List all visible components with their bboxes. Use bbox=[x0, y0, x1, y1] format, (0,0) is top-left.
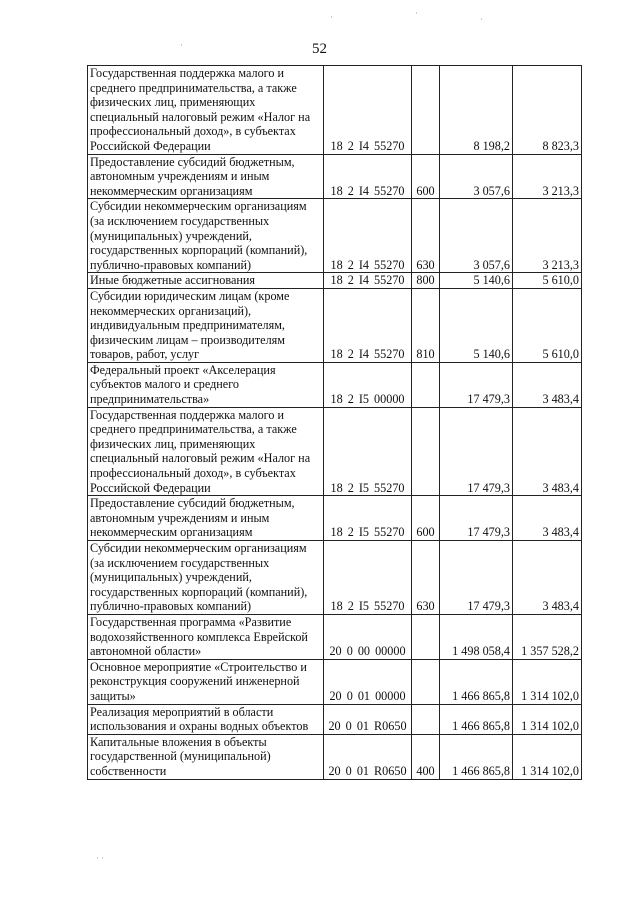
row-amount-1: 17 479,3 bbox=[440, 541, 513, 615]
row-amount-2: 3 483,4 bbox=[513, 496, 582, 541]
row-name: Государственная программа «Развитие водохозяйственного комплекса Еврейской автономной области» bbox=[88, 614, 324, 659]
row-amount-1: 5 140,6 bbox=[440, 273, 513, 289]
row-amount-1: 1 466 865,8 bbox=[440, 734, 513, 779]
row-csr-code: 18 2 I4 55270 bbox=[324, 66, 412, 155]
row-csr-code: 20 0 01 R0650 bbox=[324, 704, 412, 734]
row-name: Федеральный проект «Акселерация субъектов малого и среднего предпринимательства» bbox=[88, 362, 324, 407]
scan-speck: · · bbox=[96, 853, 105, 863]
row-vr-code: 800 bbox=[412, 273, 440, 289]
row-vr-code: 630 bbox=[412, 541, 440, 615]
row-name: Государственная поддержка малого и среднего предпринимательства, а также физических лиц, применяющих специальный налоговый режим «Налог на профессиональный доход», в субъектах Российской Федерации bbox=[88, 66, 324, 155]
row-csr-code: 18 2 I4 55270 bbox=[324, 199, 412, 273]
row-csr-code: 18 2 I5 00000 bbox=[324, 362, 412, 407]
row-vr-code: 600 bbox=[412, 154, 440, 199]
row-csr-code: 20 0 01 00000 bbox=[324, 659, 412, 704]
row-csr-code: 18 2 I5 55270 bbox=[324, 541, 412, 615]
table-row bbox=[88, 199, 582, 273]
scan-speck: · bbox=[330, 12, 333, 22]
table-row bbox=[88, 704, 582, 734]
scan-speck: · bbox=[415, 8, 418, 18]
row-name: Государственная поддержка малого и среднего предпринимательства, а также физических лиц, применяющих специальный налоговый режим «Налог на профессиональный доход», в субъектах Российской Федерации bbox=[88, 407, 324, 496]
table-row bbox=[88, 407, 582, 496]
table-row bbox=[88, 273, 582, 289]
row-amount-2: 5 610,0 bbox=[513, 288, 582, 362]
table-row bbox=[88, 66, 582, 155]
row-amount-1: 1 466 865,8 bbox=[440, 704, 513, 734]
row-amount-2: 1 357 528,2 bbox=[513, 614, 582, 659]
row-amount-1: 1 498 058,4 bbox=[440, 614, 513, 659]
table-row bbox=[88, 614, 582, 659]
row-vr-code: 400 bbox=[412, 734, 440, 779]
row-name: Предоставление субсидий бюджетным, автономным учреждениям и иным некоммерческим организациям bbox=[88, 496, 324, 541]
row-amount-1: 3 057,6 bbox=[440, 199, 513, 273]
row-amount-2: 3 213,3 bbox=[513, 154, 582, 199]
row-vr-code bbox=[412, 704, 440, 734]
table-row bbox=[88, 154, 582, 199]
row-amount-1: 8 198,2 bbox=[440, 66, 513, 155]
row-csr-code: 18 2 I4 55270 bbox=[324, 288, 412, 362]
row-amount-2: 3 483,4 bbox=[513, 407, 582, 496]
row-amount-1: 17 479,3 bbox=[440, 362, 513, 407]
scan-speck: · bbox=[480, 14, 483, 24]
row-csr-code: 18 2 I5 55270 bbox=[324, 496, 412, 541]
row-csr-code: 20 0 00 00000 bbox=[324, 614, 412, 659]
page-number: 52 bbox=[312, 41, 327, 57]
row-amount-2: 1 314 102,0 bbox=[513, 704, 582, 734]
row-vr-code bbox=[412, 66, 440, 155]
table-row bbox=[88, 288, 582, 362]
row-vr-code: 630 bbox=[412, 199, 440, 273]
table-row bbox=[88, 734, 582, 779]
row-vr-code bbox=[412, 614, 440, 659]
row-name: Субсидии некоммерческим организациям (за исключением государственных (муниципальных) учреждений, государственных корпораций (компаний), публично-правовых компаний) bbox=[88, 541, 324, 615]
row-amount-2: 8 823,3 bbox=[513, 66, 582, 155]
row-vr-code bbox=[412, 659, 440, 704]
row-csr-code: 18 2 I4 55270 bbox=[324, 273, 412, 289]
row-amount-2: 1 314 102,0 bbox=[513, 659, 582, 704]
row-csr-code: 18 2 I5 55270 bbox=[324, 407, 412, 496]
row-vr-code: 600 bbox=[412, 496, 440, 541]
row-amount-2: 3 483,4 bbox=[513, 541, 582, 615]
table-row bbox=[88, 659, 582, 704]
row-name: Субсидии юридическим лицам (кроме некоммерческих организаций), индивидуальным предпринимателям, физическим лицам – производителям товаров, работ, услуг bbox=[88, 288, 324, 362]
row-amount-2: 3 483,4 bbox=[513, 362, 582, 407]
row-amount-1: 17 479,3 bbox=[440, 407, 513, 496]
row-name: Иные бюджетные ассигнования bbox=[88, 273, 324, 289]
row-csr-code: 18 2 I4 55270 bbox=[324, 154, 412, 199]
row-name: Реализация мероприятий в области использования и охраны водных объектов bbox=[88, 704, 324, 734]
row-amount-1: 1 466 865,8 bbox=[440, 659, 513, 704]
scan-speck: · bbox=[180, 40, 183, 50]
row-amount-2: 1 314 102,0 bbox=[513, 734, 582, 779]
row-amount-2: 5 610,0 bbox=[513, 273, 582, 289]
row-amount-2: 3 213,3 bbox=[513, 199, 582, 273]
row-amount-1: 3 057,6 bbox=[440, 154, 513, 199]
row-amount-1: 17 479,3 bbox=[440, 496, 513, 541]
table-row bbox=[88, 541, 582, 615]
row-vr-code bbox=[412, 407, 440, 496]
row-vr-code: 810 bbox=[412, 288, 440, 362]
row-csr-code: 20 0 01 R0650 bbox=[324, 734, 412, 779]
row-name: Основное мероприятие «Строительство и реконструкция сооружений инженерной защиты» bbox=[88, 659, 324, 704]
row-name: Капитальные вложения в объекты государственной (муниципальной) собственности bbox=[88, 734, 324, 779]
row-name: Субсидии некоммерческим организациям (за исключением государственных (муниципальных) учреждений, государственных корпораций (компаний), публично-правовых компаний) bbox=[88, 199, 324, 273]
budget-table bbox=[87, 65, 582, 780]
row-amount-1: 5 140,6 bbox=[440, 288, 513, 362]
table-row bbox=[88, 362, 582, 407]
row-name: Предоставление субсидий бюджетным, автономным учреждениям и иным некоммерческим организациям bbox=[88, 154, 324, 199]
table-row bbox=[88, 496, 582, 541]
row-vr-code bbox=[412, 362, 440, 407]
